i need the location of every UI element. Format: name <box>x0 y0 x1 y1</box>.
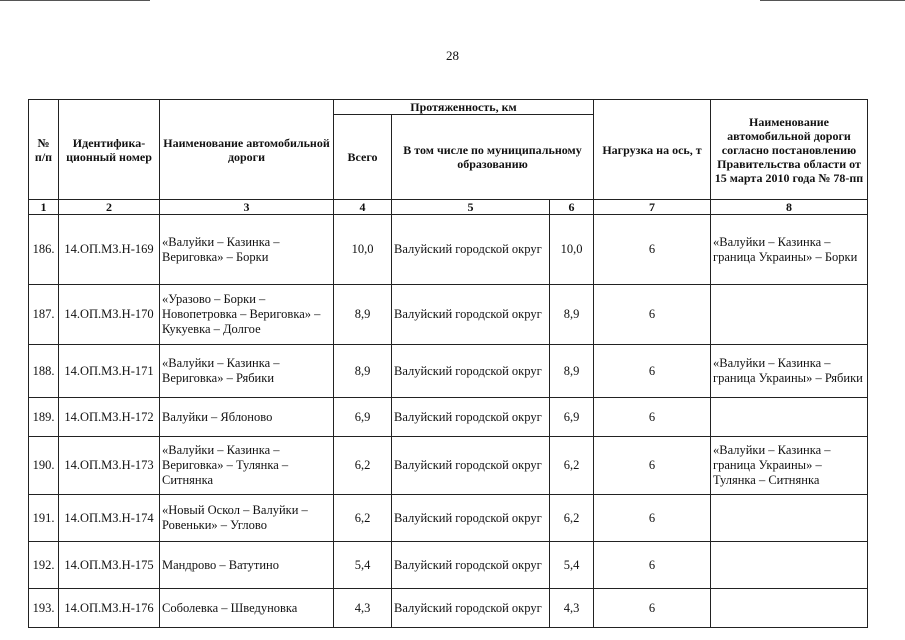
table-row <box>29 589 868 628</box>
colnum-8: 8 <box>711 200 868 215</box>
table-row <box>29 285 868 345</box>
row-load: 6 <box>594 542 711 589</box>
row-district-length: 6,2 <box>550 495 594 542</box>
row-load: 6 <box>594 398 711 437</box>
row-gov-name: «Валуйки – Казинка – граница Украины» – Борки <box>711 215 868 285</box>
row-gov-name: «Валуйки – Казинка – граница Украины» – Тулянка – Ситнянка <box>711 437 868 495</box>
header-length-group: Протяженность, км <box>334 100 594 115</box>
row-name: «Валуйки – Казинка – Вериговка» – Борки <box>160 215 334 285</box>
row-load: 6 <box>594 589 711 628</box>
table-row <box>29 215 868 285</box>
header-name: Наименование автомобильной дороги <box>160 100 334 200</box>
row-id: 14.ОП.МЗ.Н-169 <box>59 215 160 285</box>
row-name: «Валуйки – Казинка – Вериговка» – Тулянка – Ситнянка <box>160 437 334 495</box>
row-district: Валуйский городской округ <box>392 437 550 495</box>
row-id: 14.ОП.МЗ.Н-170 <box>59 285 160 345</box>
top-scan-rule-left <box>0 0 150 1</box>
row-num: 189. <box>29 398 59 437</box>
row-id: 14.ОП.МЗ.Н-176 <box>59 589 160 628</box>
header-load: Нагрузка на ось, т <box>594 100 711 200</box>
row-district-length: 5,4 <box>550 542 594 589</box>
row-gov-name <box>711 285 868 345</box>
row-load: 6 <box>594 345 711 398</box>
row-total: 5,4 <box>334 542 392 589</box>
row-gov-name <box>711 589 868 628</box>
page-number: 28 <box>446 48 459 63</box>
row-total: 6,9 <box>334 398 392 437</box>
row-district-length: 8,9 <box>550 345 594 398</box>
row-num: 191. <box>29 495 59 542</box>
row-total: 8,9 <box>334 285 392 345</box>
row-num: 188. <box>29 345 59 398</box>
roads-table <box>28 99 868 628</box>
header-total: Всего <box>334 115 392 200</box>
table-row <box>29 398 868 437</box>
row-gov-name <box>711 542 868 589</box>
header-gov-name: Наименование автомобильной дороги согласно постановлению Правительства области от 15 марта 2010 года № 78-пп <box>711 100 868 200</box>
row-total: 8,9 <box>334 345 392 398</box>
table-row <box>29 345 868 398</box>
row-total: 6,2 <box>334 495 392 542</box>
header-id: Идентифика-ционный номер <box>59 100 160 200</box>
row-total: 6,2 <box>334 437 392 495</box>
row-num: 187. <box>29 285 59 345</box>
header-municipal: В том числе по муниципальному образованию <box>392 115 594 200</box>
row-name: Валуйки – Яблоново <box>160 398 334 437</box>
row-gov-name <box>711 398 868 437</box>
row-district-length: 6,2 <box>550 437 594 495</box>
row-district: Валуйский городской округ <box>392 398 550 437</box>
row-district: Валуйский городской округ <box>392 589 550 628</box>
row-name: Соболевка – Шведуновка <box>160 589 334 628</box>
row-load: 6 <box>594 285 711 345</box>
row-district-length: 6,9 <box>550 398 594 437</box>
row-name: Мандрово – Ватутино <box>160 542 334 589</box>
table-row <box>29 437 868 495</box>
row-name: «Новый Оскол – Валуйки – Ровеньки» – Углово <box>160 495 334 542</box>
colnum-4: 4 <box>334 200 392 215</box>
row-num: 190. <box>29 437 59 495</box>
row-district: Валуйский городской округ <box>392 215 550 285</box>
colnum-3: 3 <box>160 200 334 215</box>
colnum-2: 2 <box>59 200 160 215</box>
row-gov-name: «Валуйки – Казинка – граница Украины» – Рябики <box>711 345 868 398</box>
row-id: 14.ОП.МЗ.Н-172 <box>59 398 160 437</box>
row-load: 6 <box>594 437 711 495</box>
row-district: Валуйский городской округ <box>392 345 550 398</box>
row-id: 14.ОП.МЗ.Н-171 <box>59 345 160 398</box>
colnum-5: 5 <box>392 200 550 215</box>
top-scan-rule-right <box>760 0 905 1</box>
colnum-1: 1 <box>29 200 59 215</box>
row-district: Валуйский городской округ <box>392 495 550 542</box>
colnum-6: 6 <box>550 200 594 215</box>
row-name: «Валуйки – Казинка – Вериговка» – Рябики <box>160 345 334 398</box>
row-num: 192. <box>29 542 59 589</box>
row-id: 14.ОП.МЗ.Н-175 <box>59 542 160 589</box>
row-load: 6 <box>594 215 711 285</box>
row-gov-name <box>711 495 868 542</box>
row-district-length: 8,9 <box>550 285 594 345</box>
row-total: 4,3 <box>334 589 392 628</box>
header-num: № п/п <box>29 100 59 200</box>
row-name: «Уразово – Борки – Новопетровка – Вериговка» – Кукуевка – Долгое <box>160 285 334 345</box>
table-row <box>29 495 868 542</box>
row-id: 14.ОП.МЗ.Н-173 <box>59 437 160 495</box>
row-total: 10,0 <box>334 215 392 285</box>
row-num: 186. <box>29 215 59 285</box>
row-district-length: 4,3 <box>550 589 594 628</box>
row-load: 6 <box>594 495 711 542</box>
row-district: Валуйский городской округ <box>392 285 550 345</box>
row-num: 193. <box>29 589 59 628</box>
row-id: 14.ОП.МЗ.Н-174 <box>59 495 160 542</box>
table-row <box>29 542 868 589</box>
row-district-length: 10,0 <box>550 215 594 285</box>
row-district: Валуйский городской округ <box>392 542 550 589</box>
colnum-7: 7 <box>594 200 711 215</box>
